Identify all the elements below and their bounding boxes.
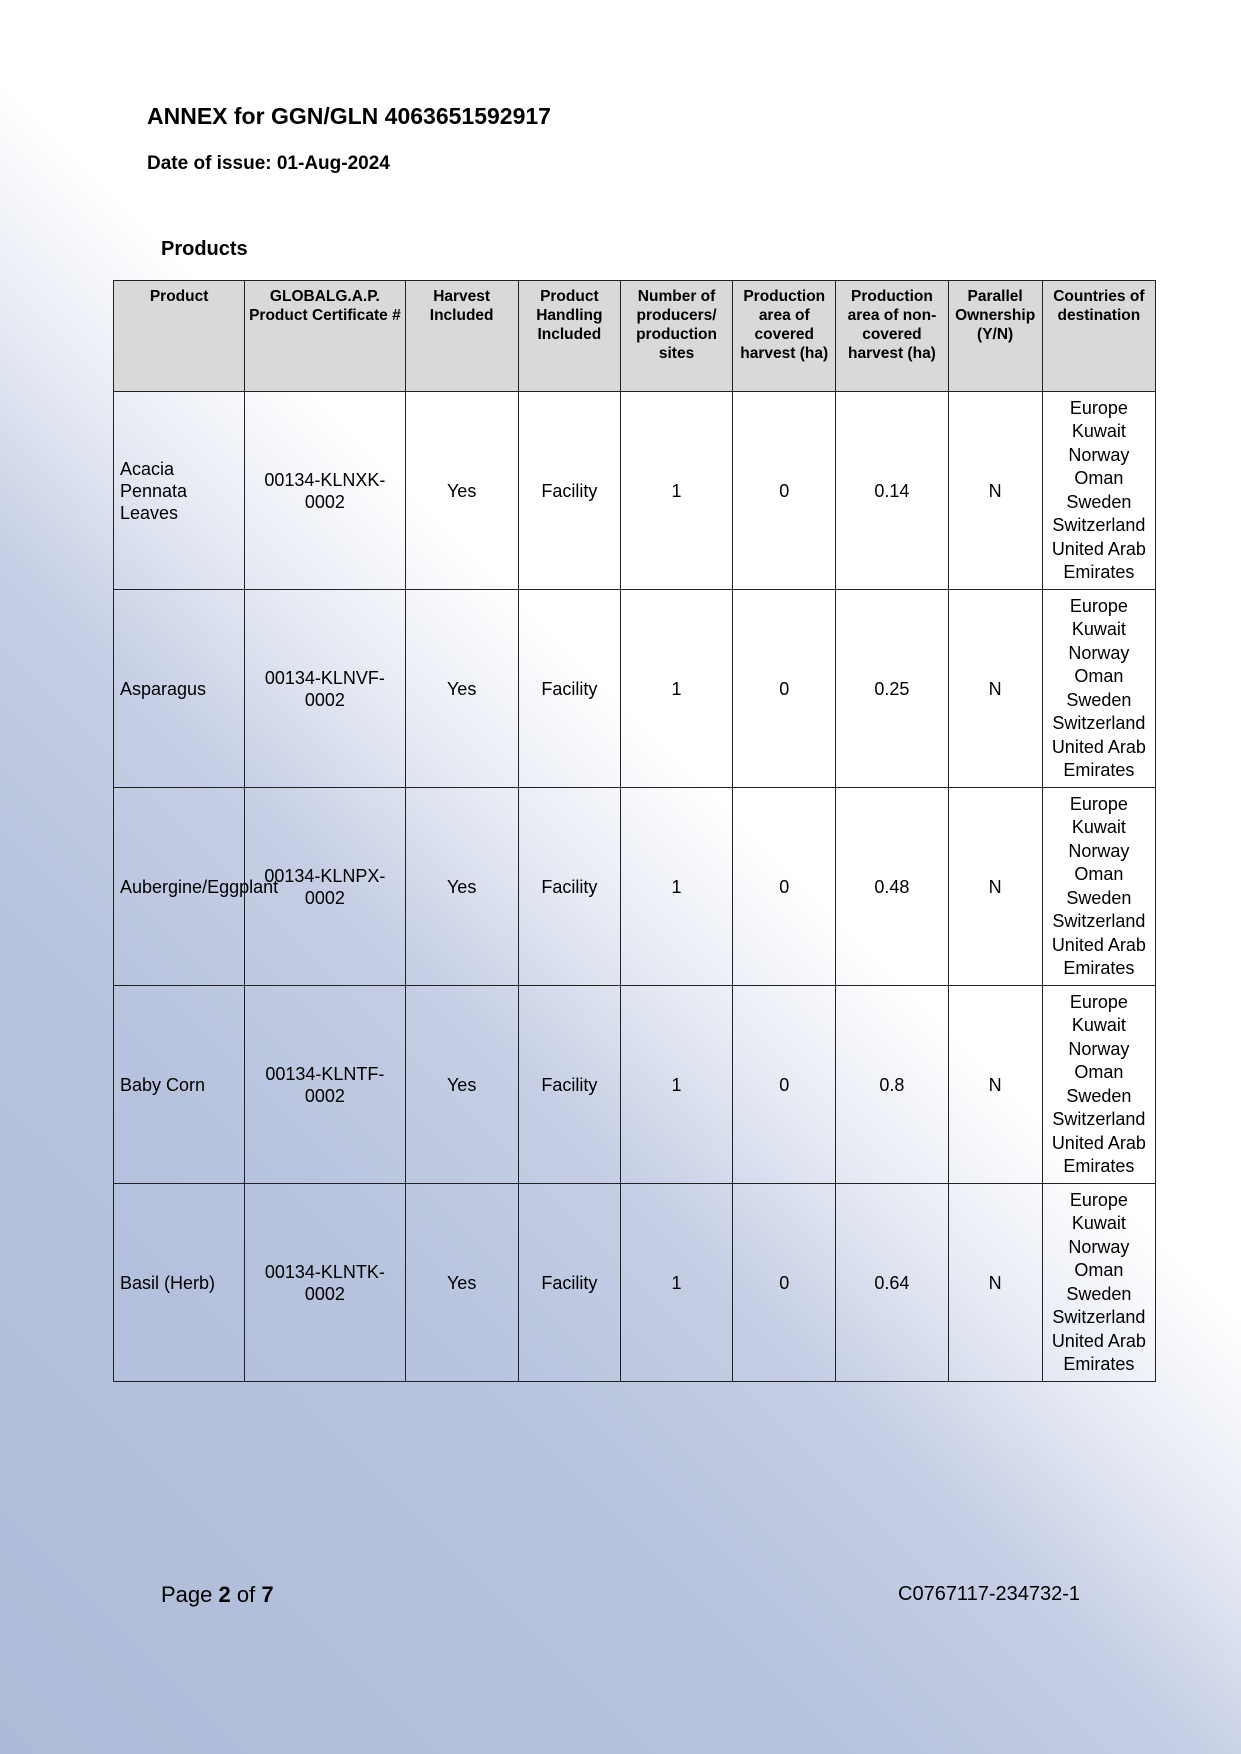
cell-countries	[1042, 590, 1155, 788]
header-producers: Number of producers/ production sites	[620, 281, 732, 392]
country-item: Kuwait	[1071, 1213, 1126, 1233]
country-item: Oman	[1074, 468, 1124, 488]
cell-producers: 1	[620, 392, 732, 590]
cell-countries	[1042, 788, 1155, 986]
cell-certificate: 00134-KLNXK-0002	[245, 392, 405, 590]
country-item: Europe	[1069, 793, 1128, 814]
cell-product: Aubergine/Eggplant	[114, 788, 245, 986]
country-item: Switzerland	[1052, 1109, 1146, 1129]
cell-harvest-included: Yes	[405, 1184, 518, 1382]
cell-covered-area: 0	[733, 590, 836, 788]
country-item: Oman	[1074, 864, 1124, 884]
cell-non-covered-area: 0.14	[836, 392, 948, 590]
country-item: Oman	[1074, 1260, 1124, 1280]
header-countries: Countries of destination	[1042, 281, 1155, 392]
country-item: Emirates	[1063, 562, 1135, 582]
header-harvest-included: Harvest Included	[405, 281, 518, 392]
cell-non-covered-area: 0.8	[836, 986, 948, 1184]
cell-harvest-included: Yes	[405, 788, 518, 986]
header-certificate: GLOBALG.A.P. Product Certificate #	[245, 281, 405, 392]
cell-covered-area: 0	[733, 1184, 836, 1382]
cell-product-handling: Facility	[518, 590, 620, 788]
cell-non-covered-area: 0.25	[836, 590, 948, 788]
country-item: Europe	[1069, 397, 1128, 418]
country-item: Switzerland	[1052, 911, 1146, 931]
country-item: Norway	[1068, 1236, 1130, 1257]
country-item: Oman	[1074, 666, 1124, 686]
cell-parallel-ownership: N	[948, 1184, 1042, 1382]
country-item: United Arab	[1051, 1330, 1146, 1351]
country-item: United Arab	[1051, 538, 1146, 559]
cell-certificate: 00134-KLNPX-0002	[245, 788, 405, 986]
cell-certificate: 00134-KLNTF-0002	[245, 986, 405, 1184]
country-item: Europe	[1069, 595, 1128, 616]
document-code: C0767117-234732-1	[898, 1583, 1081, 1605]
page-number	[161, 1582, 274, 1608]
cell-producers: 1	[620, 788, 732, 986]
cell-harvest-included: Yes	[405, 986, 518, 1184]
cell-producers: 1	[620, 986, 732, 1184]
page-prefix: Page	[161, 1582, 213, 1607]
cell-non-covered-area: 0.64	[836, 1184, 948, 1382]
country-item: Switzerland	[1052, 515, 1146, 535]
cell-covered-area: 0	[733, 986, 836, 1184]
cell-non-covered-area: 0.48	[836, 788, 948, 986]
header-product: Product	[114, 281, 245, 392]
country-item: United Arab	[1051, 736, 1146, 757]
table-row	[114, 590, 1156, 788]
country-item: Norway	[1068, 444, 1130, 465]
cell-parallel-ownership: N	[948, 788, 1042, 986]
table-row	[114, 392, 1156, 590]
cell-countries	[1042, 392, 1155, 590]
cell-product: Asparagus	[114, 590, 245, 788]
country-item: United Arab	[1051, 934, 1146, 955]
products-table	[113, 280, 1156, 1382]
country-item: Europe	[1069, 991, 1128, 1012]
country-item: Emirates	[1063, 958, 1135, 978]
table-row	[114, 788, 1156, 986]
table-row	[114, 1184, 1156, 1382]
country-item: Sweden	[1066, 491, 1132, 512]
cell-product: Baby Corn	[114, 986, 245, 1184]
cell-product: Acacia Pennata Leaves	[114, 392, 245, 590]
cell-product: Basil (Herb)	[114, 1184, 245, 1382]
cell-parallel-ownership: N	[948, 590, 1042, 788]
table-row	[114, 986, 1156, 1184]
cell-parallel-ownership: N	[948, 986, 1042, 1184]
date-of-issue: Date of issue: 01-Aug-2024	[147, 153, 390, 174]
country-item: Emirates	[1063, 760, 1135, 780]
country-item: Kuwait	[1071, 421, 1126, 441]
header-non-covered-area: Production area of non-covered harvest (ha)	[836, 281, 948, 392]
country-item: Sweden	[1066, 1283, 1132, 1304]
cell-countries	[1042, 1184, 1155, 1382]
country-item: Kuwait	[1071, 619, 1126, 639]
cell-harvest-included: Yes	[405, 392, 518, 590]
page-current: 2	[218, 1582, 231, 1607]
cell-countries	[1042, 986, 1155, 1184]
country-item: Norway	[1068, 642, 1130, 663]
country-item: Norway	[1068, 1038, 1130, 1059]
cell-product-handling: Facility	[518, 1184, 620, 1382]
annex-title: ANNEX for GGN/GLN 4063651592917	[147, 103, 551, 129]
cell-covered-area: 0	[733, 392, 836, 590]
cell-harvest-included: Yes	[405, 590, 518, 788]
section-title-products: Products	[161, 238, 248, 260]
country-item: Sweden	[1066, 1085, 1132, 1106]
table-header-row	[114, 281, 1156, 392]
cell-product-handling: Facility	[518, 392, 620, 590]
country-item: Kuwait	[1071, 1015, 1126, 1035]
country-item: United Arab	[1051, 1132, 1146, 1153]
cell-certificate: 00134-KLNTK-0002	[245, 1184, 405, 1382]
country-item: Switzerland	[1052, 713, 1146, 733]
country-item: Europe	[1069, 1189, 1128, 1210]
country-item: Sweden	[1066, 689, 1132, 710]
country-item: Emirates	[1063, 1354, 1135, 1374]
cell-covered-area: 0	[733, 788, 836, 986]
page-of: of	[236, 1582, 256, 1607]
cell-parallel-ownership: N	[948, 392, 1042, 590]
country-item: Emirates	[1063, 1156, 1135, 1176]
country-item: Switzerland	[1052, 1307, 1146, 1327]
cell-product-handling: Facility	[518, 788, 620, 986]
country-item: Oman	[1074, 1062, 1124, 1082]
country-item: Norway	[1068, 840, 1130, 861]
cell-producers: 1	[620, 1184, 732, 1382]
header-parallel-ownership: Parallel Ownership (Y/N)	[948, 281, 1042, 392]
cell-producers: 1	[620, 590, 732, 788]
cell-product-handling: Facility	[518, 986, 620, 1184]
page-total: 7	[261, 1582, 274, 1607]
cell-certificate: 00134-KLNVF-0002	[245, 590, 405, 788]
header-product-handling: Product Handling Included	[518, 281, 620, 392]
header-covered-area: Production area of covered harvest (ha)	[733, 281, 836, 392]
country-item: Sweden	[1066, 887, 1132, 908]
country-item: Kuwait	[1071, 817, 1126, 837]
